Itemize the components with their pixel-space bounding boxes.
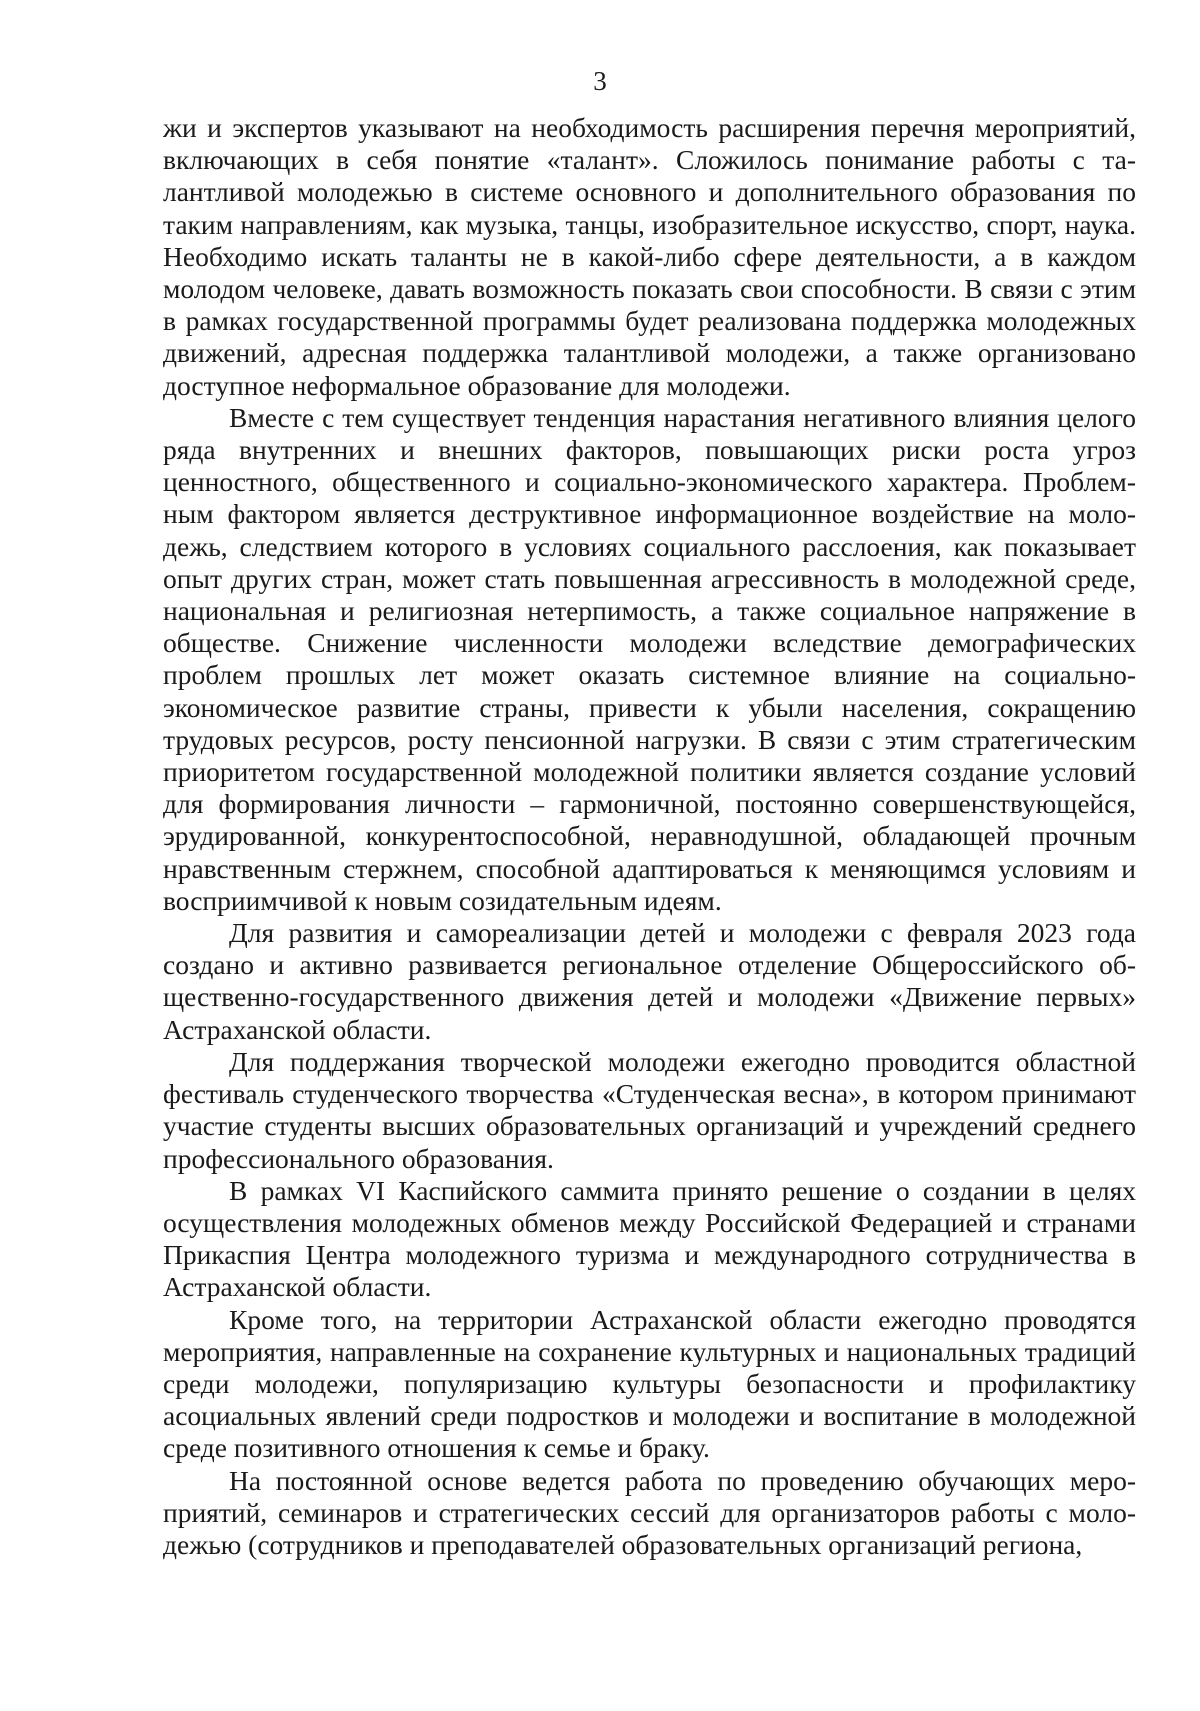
page-number: 3: [593, 66, 607, 96]
paragraph-negative-factors: Вместе с тем существует тенденция нарастания негативного влияния целого ряда внутренних и внешних факторов, повышающих риски роста угроз ценностного, общественного и социально-экономического характера. Проблемным фактором является деструктивное информационное воздействие на молодежь, следствием которого в условиях социального расслоения, как показывает опыт других стран, может стать повышенная агрессивность в молодежной среде, национальная и религиозная нетерпимость, а также социальное напряжение в обществе. Снижение численности молодежи вследствие демографических проблем прошлых лет может оказать системное влияние на социально-экономическое развитие страны, привести к убыли населения, сокращению трудовых ресурсов, росту пенсионной нагрузки. В связи с этим стратегическим приоритетом государственной молодежной политики является создание условий для формирования личности – гармоничной, постоянно совершенствующейся, эрудированной, конкурентоспособной, неравнодушной, обладающей прочным нравственным стержнем, способной адаптироваться к меняющимся условиям и восприимчивой к новым созидательным идеям.: [163, 401, 1136, 916]
body-text: [163, 112, 1136, 1561]
paragraph-training-events: На постоянной основе ведется работа по проведению обучающих мероприятий, семинаров и стратегических сессий для организаторов работы с молодежью (сотрудников и преподавателей образовательных организаций региона,: [163, 1464, 1136, 1560]
paragraph-talent-programs: жи и экспертов указывают на необходимость расширения перечня мероприятий, включающих в себя понятие «талант». Сложилось понимание работы с талантливой молодежью в системе основного и дополнительного образования по таким направлениям, как музыка, танцы, изобразительное искусство, спорт, наука. Необходимо искать таланты не в какой-либо сфере деятельности, а в каждом молодом человеке, давать возможность показать свои способности. В связи с этим в рамках государственной программы будет реализована поддержка молодежных движений, адресная поддержка талантливой молодежи, а также организовано доступное неформальное образование для молодежи.: [163, 112, 1136, 401]
paragraph-cultural-traditions: Кроме того, на территории Астраханской области ежегодно проводятся мероприятия, направленные на сохранение культурных и национальных традиций среди молодежи, популяризацию культуры безопасности и профилактику асоциальных явлений среди подростков и молодежи и воспитание в молодежной среде позитивного отношения к семье и браку.: [163, 1303, 1136, 1464]
paragraph-student-spring: Для поддержания творческой молодежи ежегодно проводится областной фестиваль студенческого творчества «Студенческая весна», в котором принимают участие студенты высших образовательных организаций и учреждений среднего профессионального образования.: [163, 1045, 1136, 1174]
paragraph-caspian-summit: В рамках VI Каспийского саммита принято решение о создании в целях осуществления молодежных обменов между Российской Федерацией и странами Прикаспия Центра молодежного туризма и международного сотрудничества в Астраханской области.: [163, 1174, 1136, 1303]
paragraph-movement-of-the-first: Для развития и самореализации детей и молодежи с февраля 2023 года создано и активно развивается региональное отделение Общероссийского общественно-государственного движения детей и молодежи «Движение первых» Астраханской области.: [163, 917, 1136, 1045]
